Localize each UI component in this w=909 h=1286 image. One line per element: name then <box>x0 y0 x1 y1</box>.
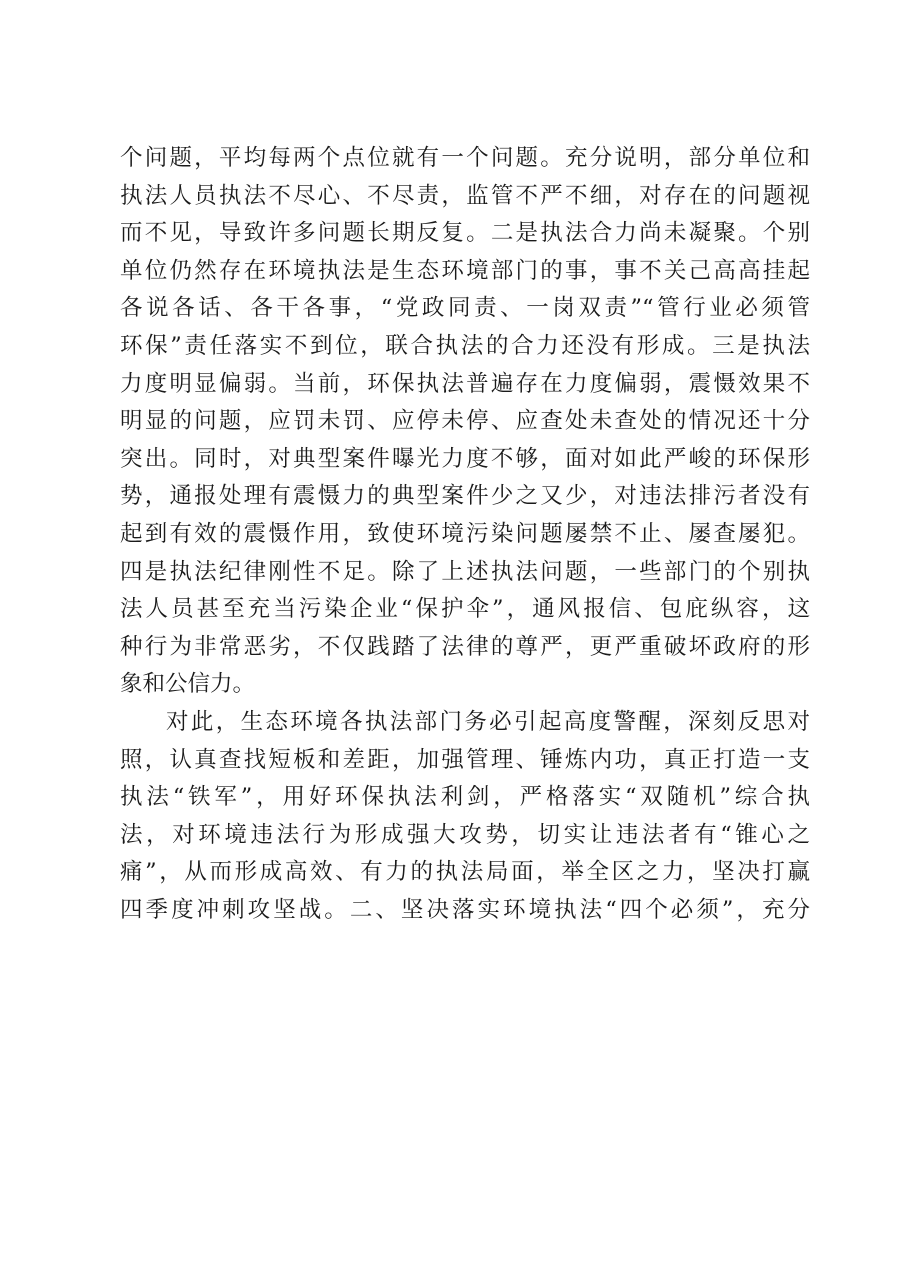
text-line: 种行为非常恶劣，不仅践踏了法律的尊严，更严重破坏政府的形 <box>120 633 810 660</box>
text-line: 明显的问题，应罚未罚、应停未停、应查处未查处的情况还十分 <box>120 408 810 435</box>
text-line: 四季度冲刺攻坚战。二、坚决落实环境执法“四个必须”，充分 <box>120 896 810 923</box>
document-body <box>120 140 810 929</box>
text-line: 起到有效的震慑作用，致使环境污染问题屡禁不止、屡查屡犯。 <box>120 520 810 547</box>
text-line: 法人员甚至充当污染企业“保护伞”，通风报信、包庇纵容，这 <box>120 596 810 623</box>
paragraph-2 <box>120 704 810 930</box>
text-line: 单位仍然存在环境执法是生态环境部门的事，事不关己高高挂起 <box>120 257 810 284</box>
text-line: 执法“铁军”，用好环保执法利剑，严格落实“双随机”综合执 <box>120 784 810 811</box>
text-line: 环保”责任落实不到位，联合执法的合力还没有形成。三是执法 <box>120 332 810 359</box>
text-line: 对此，生态环境各执法部门务必引起高度警醒，深刻反思对 <box>166 708 810 735</box>
text-line: 力度明显偏弱。当前，环保执法普遍存在力度偏弱，震慑效果不 <box>120 370 810 397</box>
text-line: 突出。同时，对典型案件曝光力度不够，面对如此严峻的环保形 <box>120 445 810 472</box>
text-line: 各说各话、各干各事，“党政同责、一岗双责”“管行业必须管 <box>120 295 810 322</box>
text-line: 法，对环境违法行为形成强大攻势，切实让违法者有“锥心之 <box>120 821 810 848</box>
text-line: 照，认真查找短板和差距，加强管理、锤炼内功，真正打造一支 <box>120 746 810 773</box>
text-line: 象和公信力。 <box>120 671 256 698</box>
text-line: 而不见，导致许多问题长期反复。二是执法合力尚未凝聚。个别 <box>120 220 810 247</box>
text-line: 执法人员执法不尽心、不尽责，监管不严不细，对存在的问题视 <box>120 182 810 209</box>
text-line: 个问题，平均每两个点位就有一个问题。充分说明，部分单位和 <box>120 145 810 171</box>
text-line: 势，通报处理有震慑力的典型案件少之又少，对违法排污者没有 <box>120 483 810 510</box>
paragraph-1 <box>120 140 810 704</box>
text-line: 四是执法纪律刚性不足。除了上述执法问题，一些部门的个别执 <box>120 558 810 585</box>
text-line: 痛”，从而形成高效、有力的执法局面，举全区之力，坚决打赢 <box>120 859 810 886</box>
